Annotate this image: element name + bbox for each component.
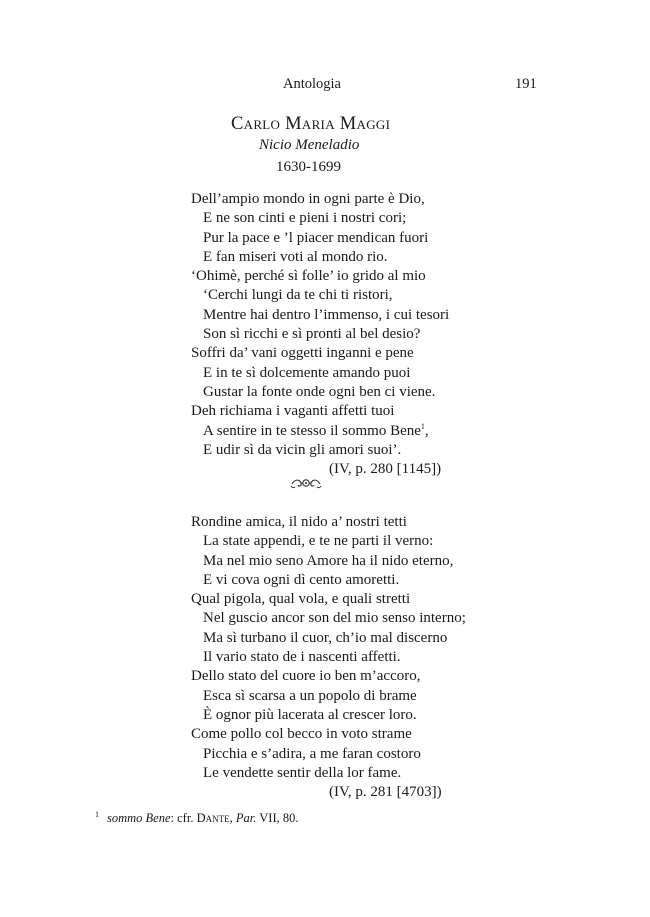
- footnote-separator: : cfr.: [170, 811, 197, 825]
- poem-line: Pur la pace e ’l piacer mendican fuori: [203, 229, 429, 246]
- poem-line: Rondine amica, il nido a’ nostri tetti: [191, 514, 407, 530]
- poem-2: [191, 513, 466, 802]
- footnote-term: sommo Bene: [107, 811, 171, 825]
- poem-line: ‘Ohimè, perché sì folle’ io grido al mio: [191, 268, 426, 285]
- poem-line: La state appendi, e te ne parti il verno:: [203, 533, 434, 550]
- poem-line: È ognor più lacerata al crescer loro.: [203, 706, 417, 723]
- footnote-work: Par.: [235, 811, 257, 825]
- poem-line: Dello stato del cuore io ben m’accoro,: [191, 668, 421, 685]
- poem-line: Soffri da’ vani oggetti inganni e pene: [191, 345, 414, 362]
- poem-line: [191, 422, 449, 441]
- poem-line: E ne son cinti e pieni i nostri cori;: [203, 210, 407, 227]
- poem-line: E vi cova ogni dì cento amoretti.: [203, 571, 400, 588]
- poem-1: [191, 190, 449, 479]
- page-number: 191: [515, 76, 537, 92]
- footnote-mark: 1: [95, 810, 99, 819]
- poem-line: Ma nel mio seno Amore ha il nido eterno,: [203, 552, 454, 569]
- fleuron-ornament-icon: [290, 475, 322, 491]
- footnote-comma: ,: [229, 811, 236, 825]
- poem-line: Nel guscio ancor son del mio senso interno;: [203, 610, 466, 627]
- poem-line-punctuation: ,: [424, 422, 429, 439]
- poem-line: Il vario stato de i nascenti affetti.: [203, 649, 401, 666]
- poem-line: Deh richiama i vaganti affetti tuoi: [191, 403, 395, 420]
- poem-line: Gustar la fonte onde ogni ben ci viene.: [203, 383, 436, 400]
- footnote-ref: VII, 80.: [256, 811, 299, 825]
- poem-line: Come pollo col becco in voto strame: [191, 726, 412, 743]
- poem-line: E fan miseri voti al mondo rio.: [203, 248, 388, 265]
- footnote-reference[interactable]: 1: [420, 421, 425, 431]
- author-name: Carlo Maria Maggi: [231, 114, 391, 134]
- footnote: [95, 810, 299, 826]
- poem-line: E in te sì dolcemente amando puoi: [203, 364, 411, 381]
- poem-line: Le vendette sentir della lor fame.: [203, 764, 402, 781]
- poem-citation: (IV, p. 280 [1145]): [329, 461, 442, 478]
- poem-line: Esca sì scarsa a un popolo di brame: [203, 687, 417, 704]
- running-title: Antologia: [283, 76, 341, 92]
- poem-line: Qual pigola, qual vola, e quali stretti: [191, 591, 411, 608]
- poem-line: Ma sì turbano il cuor, ch’io mal discerno: [203, 629, 448, 646]
- poem-line: Picchia e s’adira, a me faran costoro: [203, 745, 421, 762]
- poem-line: Mentre hai dentro l’immenso, i cui tesori: [203, 306, 450, 323]
- author-dates: 1630-1699: [276, 159, 341, 175]
- poem-line: Son sì ricchi e sì pronti al bel desio?: [203, 326, 421, 343]
- poem-line: ‘Cerchi lungi da te chi ti ristori,: [203, 287, 393, 304]
- author-pseudonym: Nicio Meneladio: [259, 137, 360, 153]
- footnote-author: Dante: [196, 811, 230, 825]
- poem-line: Dell’ampio mondo in ogni parte è Dio,: [191, 191, 425, 207]
- poem-line-text: A sentire in te stesso il sommo Bene: [203, 422, 421, 439]
- poem-citation: (IV, p. 281 [4703]): [329, 784, 442, 801]
- poem-line: E udir sì da vicin gli amori suoi’.: [203, 441, 402, 458]
